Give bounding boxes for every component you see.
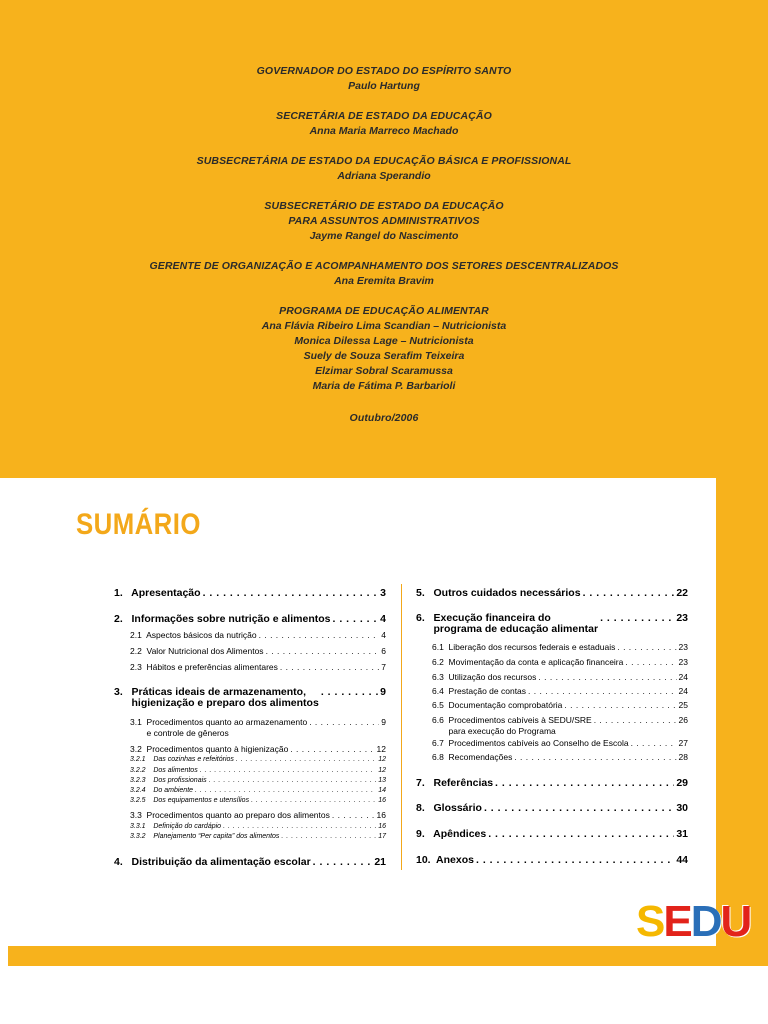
toc-entry-label: 3.2 Procedimentos quanto à higienização <box>130 744 289 754</box>
toc-entry-label: 9. Apêndices <box>416 828 487 840</box>
toc-entry-label: 6.1 Liberação dos recursos federais e estaduais <box>432 642 616 652</box>
credit-title: PARA ASSUNTOS ADMINISTRATIVOS <box>288 215 480 227</box>
toc-page-number: 14 <box>378 787 386 794</box>
toc-page-number: 13 <box>378 777 386 784</box>
toc-leader-dots <box>495 777 674 789</box>
toc-entry[interactable] <box>130 833 386 840</box>
toc-page-number: 12 <box>378 756 386 763</box>
toc-leader-dots <box>538 672 676 682</box>
toc-leader-dots <box>625 657 676 667</box>
toc-entry[interactable] <box>432 657 688 667</box>
credit-title: GERENTE DE ORGANIZAÇÃO E ACOMPANHAMENTO DOS SETORES DESCENTRALIZADOS <box>149 260 619 272</box>
toc-entry[interactable] <box>114 686 386 709</box>
toc-entry-label: 6.5 Documentação comprobatória <box>432 700 563 710</box>
toc-entry[interactable] <box>130 823 386 830</box>
toc-entry-label: 6.8 Recomendações <box>432 752 513 762</box>
toc-page-number: 4 <box>381 630 386 640</box>
toc-entry-label <box>114 687 319 709</box>
toc-page-number: 24 <box>678 672 688 682</box>
toc-entry[interactable] <box>114 856 386 868</box>
toc-page-number: 26 <box>678 715 688 725</box>
toc-leader-dots <box>332 613 378 625</box>
credit-block <box>0 154 768 184</box>
credit-title: SUBSECRETÁRIO DE ESTADO DA EDUCAÇÃO <box>264 200 504 212</box>
toc-page-number: 29 <box>676 777 688 789</box>
toc-entry[interactable] <box>114 587 386 599</box>
toc-leader-dots <box>203 587 379 599</box>
summary-title: SUMÁRIO <box>76 508 201 541</box>
toc-entry-label: 4. Distribuição da alimentação escolar <box>114 856 311 868</box>
column-divider <box>401 584 402 870</box>
toc-leader-dots <box>236 756 376 763</box>
toc-leader-dots <box>309 717 379 727</box>
credit-name: Adriana Sperandio <box>337 170 431 182</box>
toc-entry[interactable] <box>416 854 688 866</box>
toc-entry-label: 3.3 Procedimentos quanto ao preparo dos alimentos <box>130 810 330 820</box>
credit-name: Suely de Souza Serafim Teixeira <box>303 350 465 362</box>
credit-name: Ana Flávia Ribeiro Lima Scandian – Nutricionista <box>261 320 507 332</box>
credit-name: Anna Maria Marreco Machado <box>309 125 459 137</box>
toc-leader-dots <box>251 797 376 804</box>
toc-entry-label: 3.3.2 Planejamento “Per capita” dos alimentos <box>130 833 280 840</box>
toc-page-number: 30 <box>676 802 688 814</box>
toc-page-number: 25 <box>678 700 688 710</box>
toc-entry[interactable] <box>130 767 386 774</box>
toc-page-number: 3 <box>380 587 386 599</box>
toc-entry-label-line: 3. Práticas ideais de armazenamento, <box>114 686 307 698</box>
toc-leader-dots <box>280 662 379 672</box>
toc-leader-dots <box>476 854 674 866</box>
toc-entry-label-line: higienização e preparo dos alimentos <box>114 697 319 709</box>
toc-entry-label <box>432 715 592 737</box>
toc-page-number: 28 <box>678 752 688 762</box>
toc-entry[interactable] <box>432 752 688 762</box>
toc-page-number: 7 <box>381 662 386 672</box>
toc-page-number: 23 <box>678 657 688 667</box>
toc-entry-label: 3.2.5 Dos equipamentos e utensílios <box>130 797 250 804</box>
credit-name: Elzimar Sobral Scaramussa <box>315 365 453 377</box>
credit-name: Monica Dilessa Lage – Nutricionista <box>294 335 474 347</box>
credits-panel <box>0 0 768 478</box>
credit-block <box>0 64 768 94</box>
toc-page-number: 17 <box>378 833 386 840</box>
sedu-logo <box>636 898 750 944</box>
toc-entry-label: 5. Outros cuidados necessários <box>416 587 581 599</box>
toc-leader-dots <box>617 642 676 652</box>
toc-leader-dots <box>321 686 378 698</box>
credit-title: SECRETÁRIA DE ESTADO DA EDUCAÇÃO <box>276 110 492 122</box>
toc-entry-label-line: 6.6 Procedimentos cabíveis à SEDU/SRE <box>432 715 592 725</box>
toc-entry-label: 10. Anexos <box>416 854 474 866</box>
toc-entry[interactable] <box>432 700 688 710</box>
toc-entry-label-line: para execução do Programa <box>432 726 556 736</box>
toc-entry-label: 6.7 Procedimentos cabíveis ao Conselho de Escola <box>432 738 629 748</box>
toc-entry-label: 2.1 Aspectos básicos da nutrição <box>130 630 257 640</box>
toc-leader-dots <box>514 752 676 762</box>
toc-entry[interactable] <box>432 715 688 737</box>
toc-page-number: 16 <box>376 810 386 820</box>
toc-page-number: 9 <box>381 717 386 727</box>
credit-title: GOVERNADOR DO ESTADO DO ESPÍRITO SANTO <box>256 65 512 77</box>
toc-page-number: 23 <box>678 642 688 652</box>
side-strip <box>716 478 768 946</box>
toc-page-number: 44 <box>676 854 688 866</box>
toc-leader-dots <box>528 686 677 696</box>
toc-entry-label-line: 3.1 Procedimentos quanto ao armazenamento <box>130 717 308 727</box>
credit-title: PROGRAMA DE EDUCAÇÃO ALIMENTAR <box>279 305 489 317</box>
toc-entry[interactable] <box>130 717 386 739</box>
toc-page-number: 27 <box>678 738 688 748</box>
toc-page-number: 12 <box>378 767 386 774</box>
toc-entry[interactable] <box>432 672 688 682</box>
toc-entry[interactable] <box>130 777 386 784</box>
toc-leader-dots <box>281 833 376 840</box>
toc-page-number: 16 <box>378 823 386 830</box>
credit-title: Outubro/2006 <box>349 412 419 424</box>
toc-entry-label-line: 6. Execução financeira do <box>416 612 551 624</box>
toc-entry-label: 3.2.1 Das cozinhas e refeitórios <box>130 756 234 763</box>
toc-entry[interactable] <box>416 587 688 599</box>
toc-leader-dots <box>600 612 674 624</box>
toc-leader-dots <box>259 630 380 640</box>
toc-leader-dots <box>290 744 374 754</box>
toc-page-number: 12 <box>376 744 386 754</box>
credit-block <box>0 199 768 244</box>
toc-entry[interactable] <box>130 797 386 804</box>
toc-entry-label: 2. Informações sobre nutrição e alimentos <box>114 613 331 625</box>
toc-leader-dots <box>564 700 676 710</box>
credit-block <box>0 304 768 394</box>
toc-leader-dots <box>594 715 677 725</box>
toc-entry-label-line: programa de educação alimentar <box>416 623 599 635</box>
logo-letter: U <box>720 897 751 946</box>
toc-entry[interactable] <box>114 613 386 625</box>
toc-page-number: 16 <box>378 797 386 804</box>
toc-entry-label-line: e controle de gêneros <box>130 728 229 738</box>
toc-page-number: 21 <box>374 856 386 868</box>
toc-leader-dots <box>484 802 674 814</box>
toc-entry-label <box>416 613 598 635</box>
toc-page-number: 31 <box>676 828 688 840</box>
toc-entry[interactable] <box>130 787 386 794</box>
toc-page-number: 23 <box>676 612 688 624</box>
toc-leader-dots <box>332 810 375 820</box>
toc-entry-label: 1. Apresentação <box>114 587 201 599</box>
toc-page-number: 24 <box>678 686 688 696</box>
credit-name: Maria de Fátima P. Barbarioli <box>312 380 456 392</box>
toc-page-number: 9 <box>380 686 386 698</box>
toc-page-number: 4 <box>380 613 386 625</box>
toc-entry-label: 7. Referências <box>416 777 494 789</box>
toc-entry-label: 6.3 Utilização dos recursos <box>432 672 537 682</box>
toc-entry[interactable] <box>432 642 688 652</box>
credit-name: Ana Eremita Bravim <box>334 275 434 287</box>
toc-entry-label: 3.2.2 Dos alimentos <box>130 767 198 774</box>
logo-letter: E <box>663 897 691 946</box>
credit-block <box>0 109 768 139</box>
toc-entry[interactable] <box>416 802 688 814</box>
toc-leader-dots <box>313 856 373 868</box>
toc-entry-label: 3.2.3 Dos profissionais <box>130 777 207 784</box>
toc-entry-label: 6.4 Prestação de contas <box>432 686 527 696</box>
toc-entry-label: 3.2.4 Do ambiente <box>130 787 194 794</box>
credit-name: Jayme Rangel do Nascimento <box>309 230 459 242</box>
toc-entry[interactable] <box>130 744 386 754</box>
logo-letter: S <box>636 897 664 946</box>
bottom-band <box>8 946 768 966</box>
toc-leader-dots <box>200 767 377 774</box>
toc-entry[interactable] <box>130 810 386 820</box>
toc-entry[interactable] <box>130 662 386 672</box>
toc-leader-dots <box>223 823 376 830</box>
toc-entry[interactable] <box>432 686 688 696</box>
toc-leader-dots <box>209 777 377 784</box>
credit-name: Paulo Hartung <box>348 80 420 92</box>
toc-entry-label: 3.3.1 Definição do cardápio <box>130 823 222 830</box>
credit-block <box>0 259 768 289</box>
toc-entry-label: 8. Glossário <box>416 802 482 814</box>
toc-leader-dots <box>266 646 380 656</box>
credit-title: SUBSECRETÁRIA DE ESTADO DA EDUCAÇÃO BÁSICA E PROFISSIONAL <box>196 155 572 167</box>
toc-leader-dots <box>631 738 677 748</box>
toc-entry[interactable] <box>416 828 688 840</box>
logo-letter: D <box>690 897 721 946</box>
toc-leader-dots <box>488 828 674 840</box>
toc-entry-label: 2.3 Hábitos e preferências alimentares <box>130 662 278 672</box>
toc-entry[interactable] <box>416 777 688 789</box>
toc-page-number: 6 <box>381 646 386 656</box>
toc-entry-label: 2.2 Valor Nutricional dos Alimentos <box>130 646 264 656</box>
toc-leader-dots <box>583 587 675 599</box>
toc-entry-label: 6.2 Movimentação da conta e aplicação financeira <box>432 657 624 667</box>
toc-page-number: 22 <box>676 587 688 599</box>
toc-entry[interactable] <box>130 756 386 763</box>
toc-leader-dots <box>195 787 376 794</box>
toc-entry[interactable] <box>432 738 688 748</box>
toc-entry-label <box>130 717 307 739</box>
credit-block <box>0 411 768 426</box>
toc-entry[interactable] <box>130 630 386 640</box>
toc-entry[interactable] <box>130 646 386 656</box>
toc-entry[interactable] <box>416 612 688 635</box>
